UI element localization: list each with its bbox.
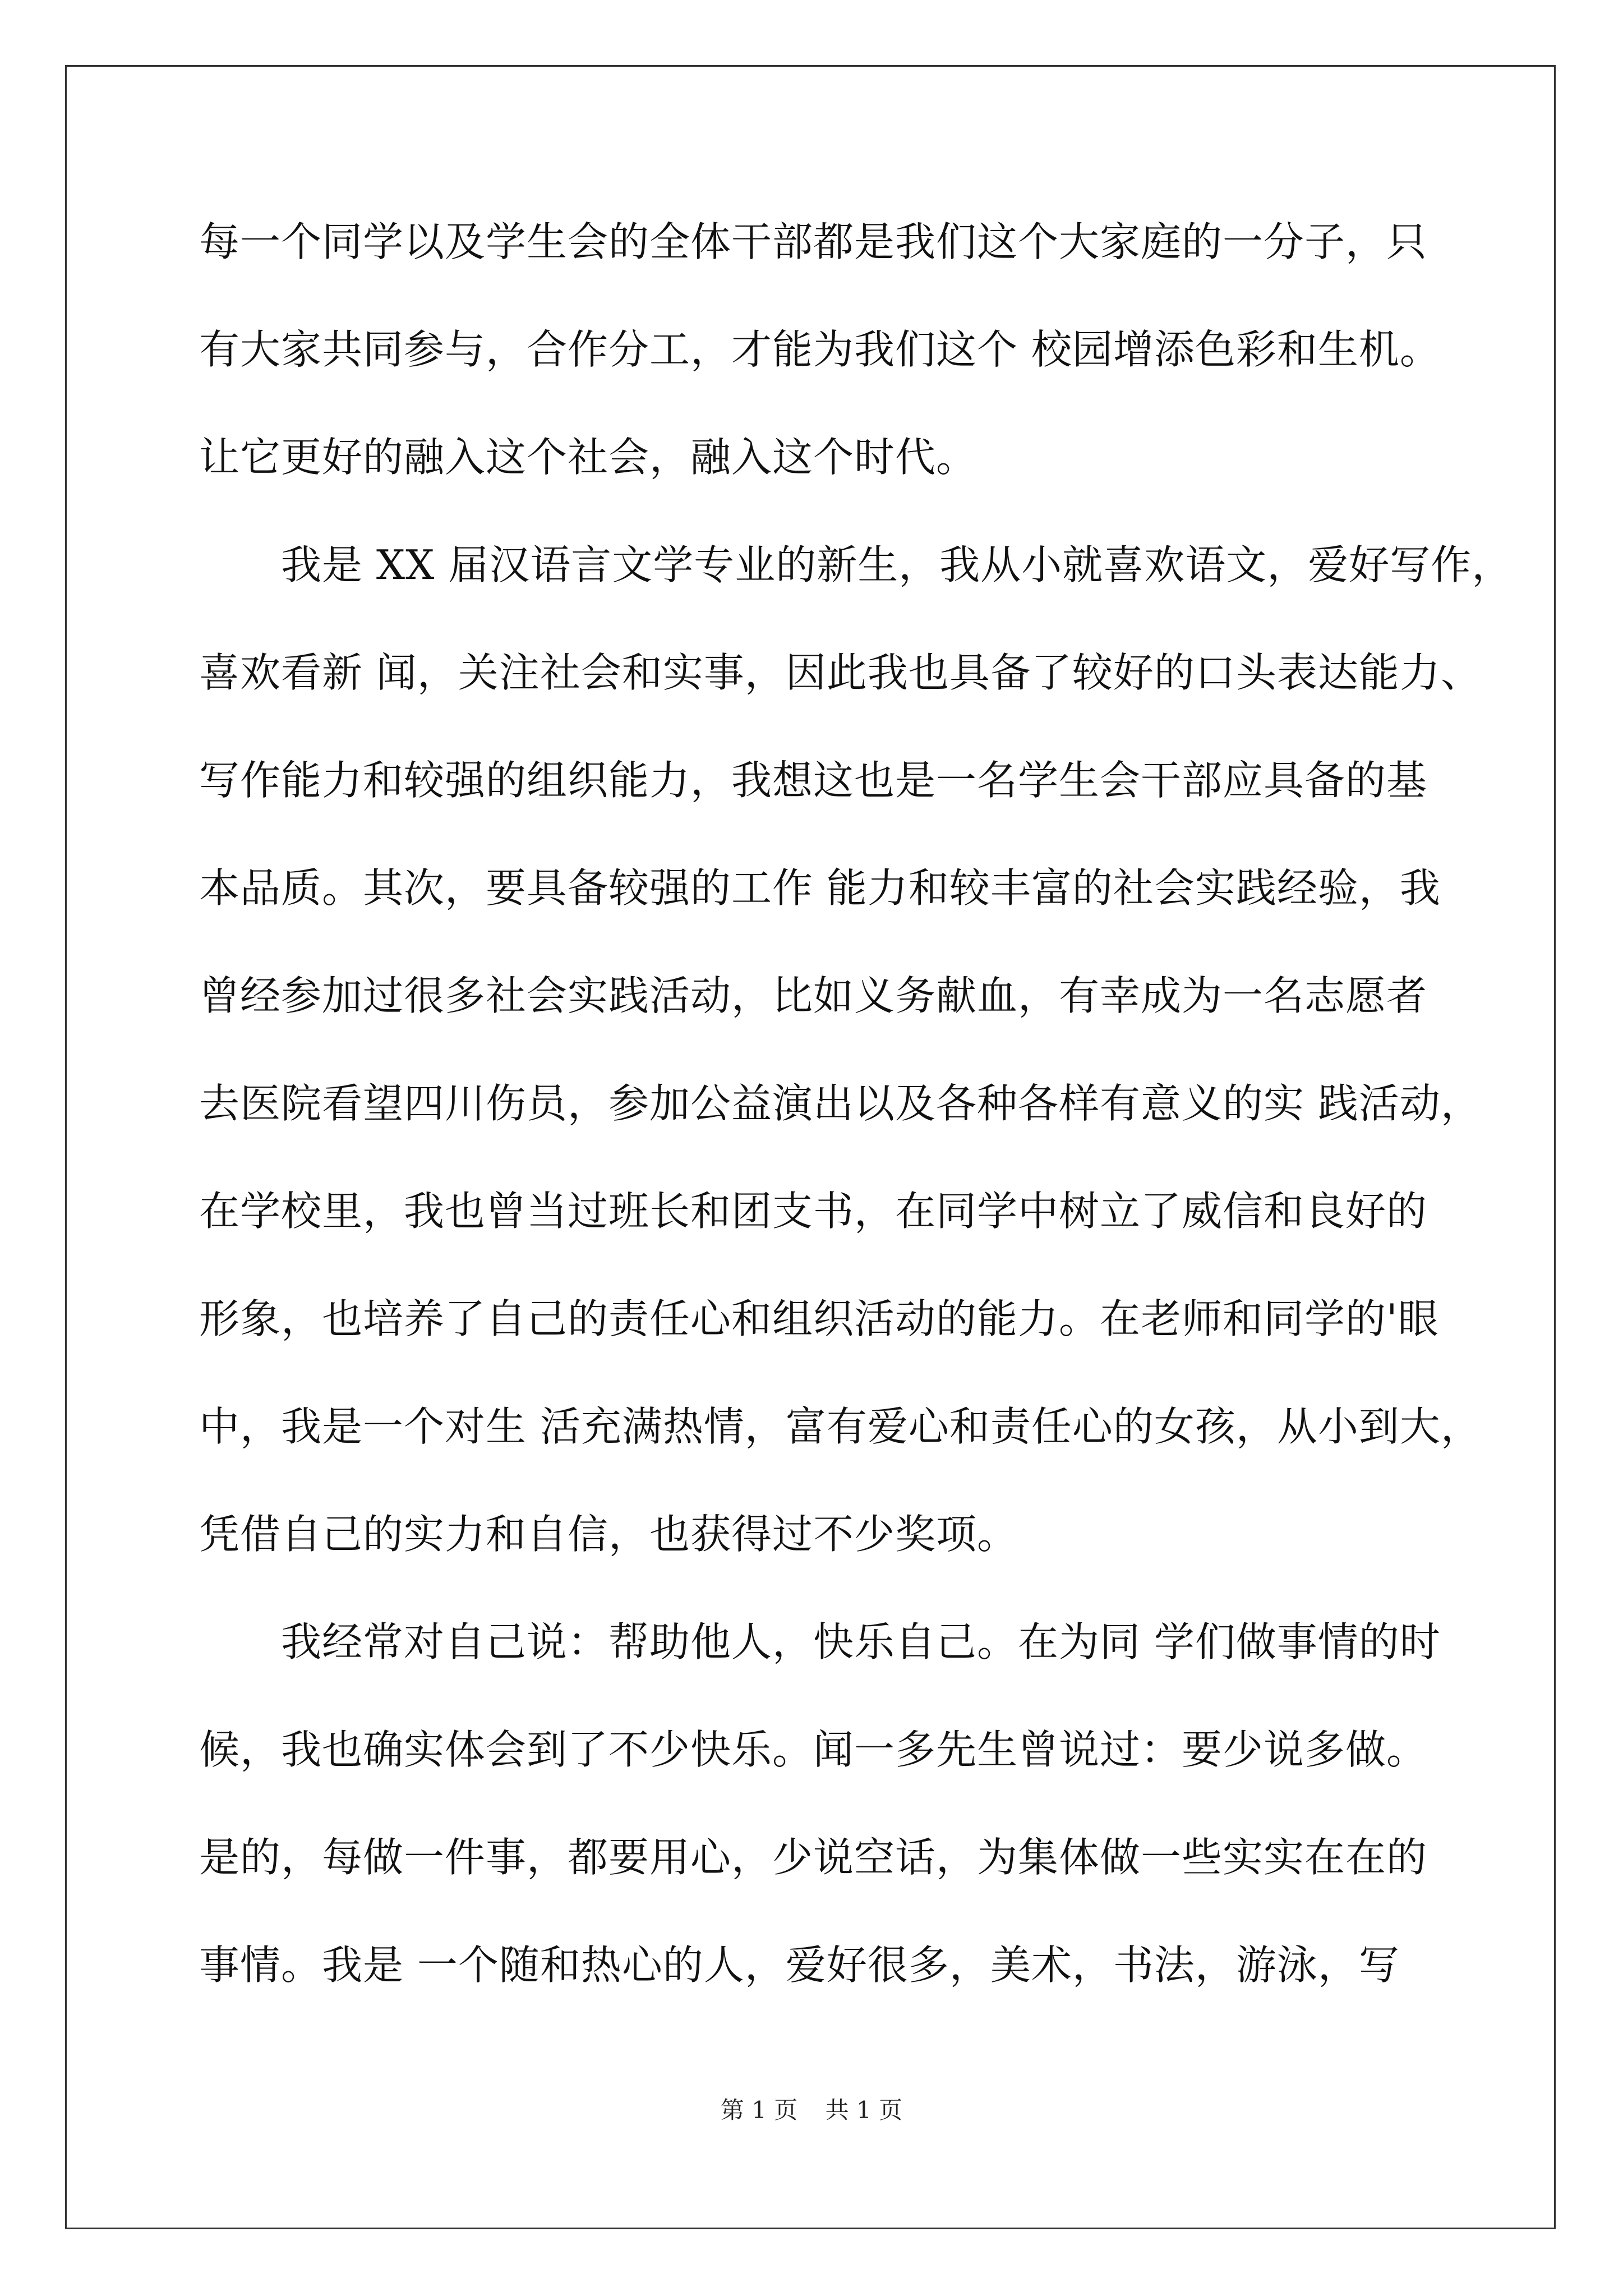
text-line: 曾经参加过很多社会实践活动，比如义务献血，有幸成为一名志愿者 [199,972,1428,1019]
text-line: 凭借自己的实力和自信，也获得过不少奖项。 [199,1511,1018,1558]
text-line: 中，我是一个对生 活充满热情，富有爱心和责任心的女孩，从小到大， [199,1403,1482,1450]
text-line: 去医院看望四川伤员，参加公益演出以及各种各样有意义的实 践活动， [199,1080,1482,1127]
text-line: 我是 XX 届汉语言文学专业的新生，我从小就喜欢语文，爱好写作， [199,541,1513,588]
text-line: 有大家共同参与，合作分工，才能为我们这个 校园增添色彩和生机。 [199,326,1441,373]
text-line: 让它更好的融入这个社会，融入这个时代。 [199,434,978,481]
page-footer [0,2093,1623,2127]
text-line: 写作能力和较强的组织能力，我想这也是一名学生会干部应具备的基 [199,757,1428,804]
text-line: 每一个同学以及学生会的全体干部都是我们这个大家庭的一分子，只 [199,218,1428,265]
text-line: 我经常对自己说：帮助他人，快乐自己。在为同 学们做事情的时 [199,1618,1441,1665]
text-line: 喜欢看新 闻，关注社会和实事，因此我也具备了较好的口头表达能力、 [199,649,1482,696]
text-line: 在学校里，我也曾当过班长和团支书，在同学中树立了威信和良好的 [199,1188,1428,1235]
page-number: 第 1 页 [720,2096,798,2124]
document-body [199,188,1513,2019]
page-total: 共 1 页 [825,2096,903,2124]
text-line: 本品质。其次，要具备较强的工作 能力和较丰富的社会实践经验，我 [199,864,1441,912]
text-line: 候，我也确实体会到了不少快乐。闻一多先生曾说过：要少说多做。 [199,1726,1428,1773]
text-line: 是的，每做一件事，都要用心，少说空话，为集体做一些实实在在的 [199,1834,1428,1881]
text-line: 形象，也培养了自己的责任心和组织活动的能力。在老师和同学的'眼 [199,1295,1439,1342]
text-line: 事情。我是 一个随和热心的人，爱好很多，美术，书法，游泳，写 [199,1941,1400,1989]
